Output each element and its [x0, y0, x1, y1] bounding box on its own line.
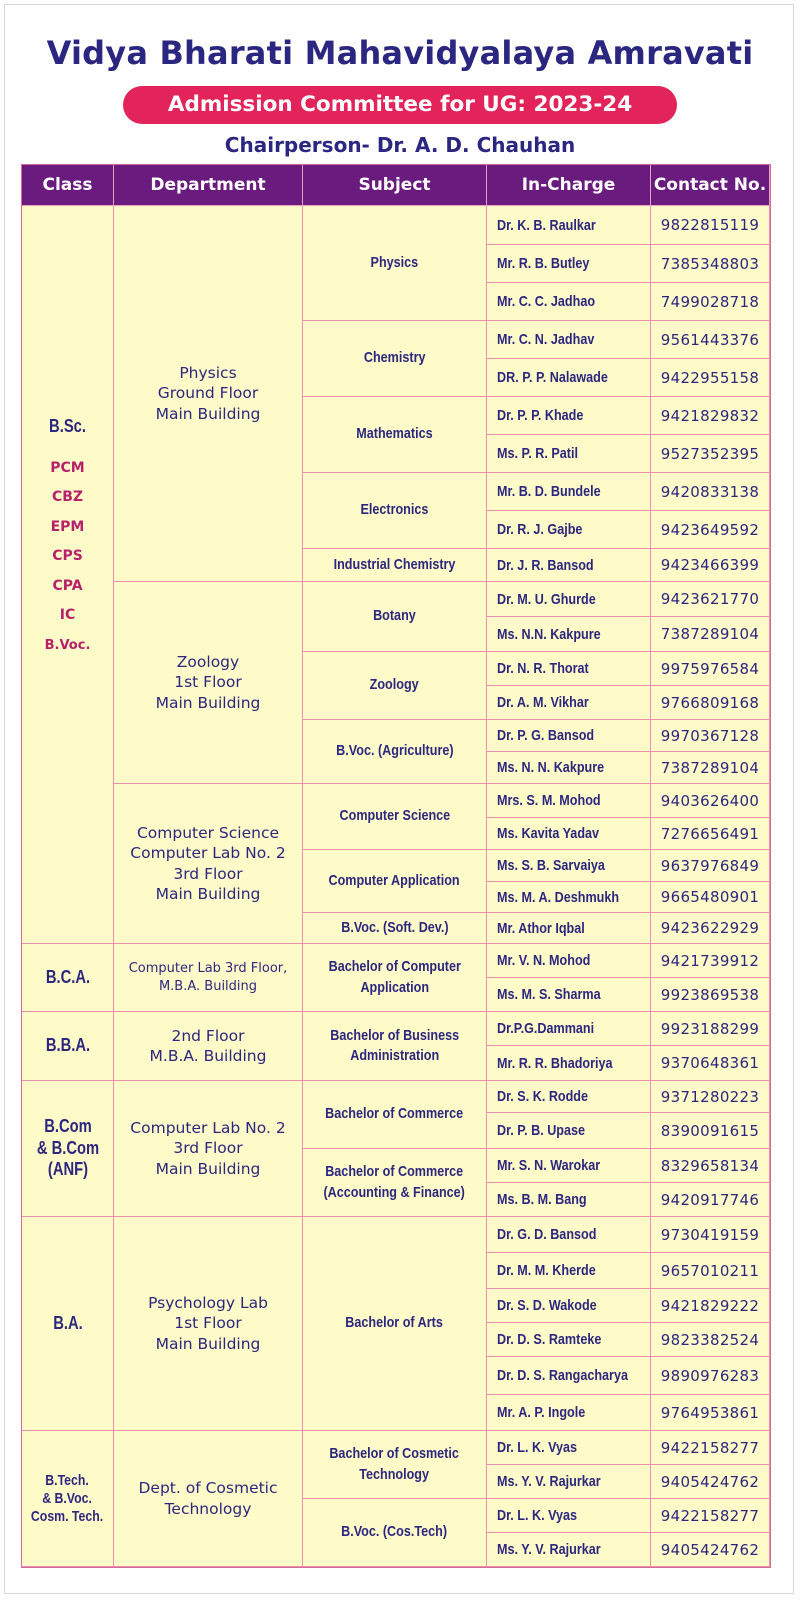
department-cell [114, 784, 303, 944]
contact-number: 9561443376 [660, 330, 760, 349]
column-header: Class [42, 175, 93, 195]
incharge-cell [487, 818, 651, 850]
incharge-cell [487, 1081, 651, 1113]
subject-cell [303, 1431, 487, 1499]
contact-number: 9420917746 [660, 1190, 760, 1209]
contact-number: 9421829832 [660, 406, 760, 425]
incharge-name: Mr. C. C. Jadhao [497, 293, 596, 310]
subject-name: Computer Science [339, 807, 450, 825]
stream-code: PCM [50, 459, 85, 476]
contact-number: 9423649592 [660, 520, 760, 539]
incharge-name: Dr. D. S. Rangacharya [497, 1367, 628, 1384]
college-title: Vidya Bharati Mahavidyalaya Amravati [46, 34, 754, 72]
incharge-name: Dr. P. B. Upase [497, 1122, 586, 1139]
committee-banner: Admission Committee for UG: 2023-24 [123, 86, 677, 124]
class-name: B.Sc. [49, 416, 86, 436]
incharge-cell [487, 359, 651, 397]
contact-cell [651, 1081, 770, 1113]
incharge-cell [487, 206, 651, 245]
contact-number: 9766809168 [660, 693, 760, 712]
incharge-cell [487, 1183, 651, 1217]
incharge-cell [487, 435, 651, 473]
subject-cell [303, 549, 487, 582]
subject-name: Zoology [369, 676, 419, 694]
incharge-cell [487, 1149, 651, 1183]
incharge-cell [487, 549, 651, 582]
department-name: Computer Science Computer Lab No. 2 3rd Floor Main Building [130, 823, 286, 903]
subject-name: Bachelor of Cosmetic Technology [329, 1445, 460, 1483]
contact-cell [651, 752, 770, 784]
subject-name: B.Voc. (Cos.Tech) [341, 1523, 448, 1541]
subject-cell [303, 321, 487, 397]
header-cell [114, 165, 303, 206]
stream-list [45, 454, 91, 661]
contact-cell [651, 1183, 770, 1217]
contact-number: 7276656491 [660, 824, 760, 843]
contact-number: 9764953861 [660, 1403, 760, 1422]
incharge-cell [487, 652, 651, 686]
incharge-cell [487, 1431, 651, 1465]
subject-name: Chemistry [363, 349, 426, 367]
subject-name: Electronics [360, 501, 429, 519]
contact-number: 7499028718 [660, 292, 760, 311]
incharge-cell [487, 617, 651, 652]
incharge-cell [487, 978, 651, 1012]
class-name: B.B.A. [45, 1035, 90, 1056]
subject-cell [303, 784, 487, 850]
contact-number: 9637976849 [660, 856, 760, 875]
incharge-name: Ms. M. S. Sharma [497, 986, 601, 1003]
incharge-cell [487, 1113, 651, 1149]
subject-cell [303, 582, 487, 652]
contact-number: 9370648361 [660, 1054, 760, 1072]
class-cell [22, 1012, 114, 1081]
incharge-name: Mr. Athor Iqbal [497, 919, 585, 937]
department-name: Physics Ground Floor Main Building [155, 363, 261, 423]
contact-cell [651, 1499, 770, 1533]
subject-cell [303, 1012, 487, 1081]
department-name: Zoology 1st Floor Main Building [155, 652, 261, 712]
incharge-name: Dr. S. D. Wakode [497, 1297, 597, 1314]
contact-cell [651, 1046, 770, 1081]
contact-cell [651, 1323, 770, 1357]
subject-name: Bachelor of Commerce (Accounting & Finance) [323, 1163, 466, 1201]
contact-number: 8390091615 [660, 1121, 760, 1140]
incharge-name: Ms. Kavita Yadav [497, 825, 600, 842]
contact-cell [651, 882, 770, 913]
incharge-cell [487, 1323, 651, 1357]
incharge-name: Dr. L. K. Vyas [497, 1439, 578, 1456]
contact-cell [651, 359, 770, 397]
incharge-name: Dr. D. S. Ramteke [497, 1331, 602, 1348]
subject-cell [303, 206, 487, 321]
incharge-cell [487, 511, 651, 549]
contact-cell [651, 582, 770, 617]
contact-cell [651, 1357, 770, 1395]
subject-name: Bachelor of Commerce [325, 1105, 464, 1123]
contact-number: 9405424762 [660, 1540, 760, 1559]
contact-number: 9923869538 [660, 985, 760, 1004]
subject-cell [303, 652, 487, 720]
contact-cell [651, 1113, 770, 1149]
contact-number: 8329658134 [660, 1156, 760, 1175]
stream-code: EPM [50, 518, 85, 535]
incharge-cell [487, 283, 651, 321]
header-cell [303, 165, 487, 206]
contact-cell [651, 913, 770, 944]
incharge-name: Ms. Y. V. Rajurkar [497, 1473, 601, 1490]
class-cell [22, 1081, 114, 1217]
department-cell [114, 1431, 303, 1567]
contact-cell [651, 473, 770, 511]
contact-number: 9730419159 [660, 1225, 760, 1244]
subject-name: Botany [373, 607, 416, 625]
contact-number: 9422955158 [660, 368, 760, 387]
contact-cell [651, 978, 770, 1012]
class-cell [22, 1217, 114, 1431]
subject-name: Mathematics [356, 425, 433, 443]
subject-cell [303, 850, 487, 913]
contact-cell [651, 944, 770, 978]
contact-cell [651, 818, 770, 850]
contact-number: 9421829222 [660, 1296, 760, 1315]
incharge-cell [487, 686, 651, 720]
contact-cell [651, 511, 770, 549]
incharge-name: Ms. M. A. Deshmukh [497, 888, 620, 906]
class-name: B.Tech. & B.Voc. Cosm. Tech. [31, 1471, 104, 1525]
incharge-cell [487, 1289, 651, 1323]
contact-number: 9665480901 [660, 888, 760, 906]
incharge-name: Dr. A. M. Vikhar [497, 694, 589, 711]
contact-number: 9421739912 [660, 951, 760, 970]
incharge-cell [487, 913, 651, 944]
contact-number: 7387289104 [660, 758, 760, 777]
subject-cell [303, 944, 487, 1012]
incharge-cell [487, 1046, 651, 1081]
incharge-name: Dr. P. G. Bansod [497, 727, 595, 744]
incharge-cell [487, 720, 651, 752]
contact-number: 9822815119 [660, 216, 760, 234]
incharge-name: Dr. M. M. Kherde [497, 1262, 596, 1279]
incharge-name: Dr. R. J. Gajbe [497, 521, 583, 538]
contact-number: 9371280223 [660, 1087, 760, 1106]
incharge-name: Ms. S. B. Sarvaiya [497, 857, 605, 874]
contact-number: 9423622929 [660, 919, 760, 937]
incharge-name: Mr. C. N. Jadhav [497, 331, 595, 348]
contact-cell [651, 435, 770, 473]
department-cell [114, 582, 303, 784]
incharge-cell [487, 397, 651, 435]
header-cell [22, 165, 114, 206]
contact-number: 9970367128 [660, 726, 760, 745]
incharge-cell [487, 1395, 651, 1431]
contact-cell [651, 686, 770, 720]
subject-cell [303, 473, 487, 549]
incharge-name: Dr. N. R. Thorat [497, 660, 589, 677]
incharge-name: Mr. R. B. Butley [497, 255, 590, 272]
contact-number: 7385348803 [660, 254, 760, 273]
incharge-name: Mr. R. R. Bhadoriya [497, 1054, 613, 1072]
contact-number: 9405424762 [660, 1472, 760, 1491]
contact-cell [651, 1431, 770, 1465]
incharge-name: Dr. P. P. Khade [497, 407, 584, 424]
incharge-cell [487, 752, 651, 784]
department-cell [114, 1217, 303, 1431]
header-cell [487, 165, 651, 206]
contact-number: 9657010211 [660, 1261, 760, 1280]
incharge-cell [487, 1533, 651, 1567]
incharge-name: Mr. A. P. Ingole [497, 1404, 586, 1421]
contact-cell [651, 1289, 770, 1323]
incharge-cell [487, 850, 651, 882]
stream-code: CPA [52, 577, 83, 594]
incharge-name: Ms. P. R. Patil [497, 445, 579, 462]
contact-cell [651, 549, 770, 582]
incharge-cell [487, 1357, 651, 1395]
incharge-cell [487, 784, 651, 818]
subject-cell [303, 1499, 487, 1567]
contact-cell [651, 1253, 770, 1289]
department-name: Dept. of Cosmetic Technology [138, 1479, 278, 1518]
subject-cell [303, 720, 487, 784]
incharge-cell [487, 1465, 651, 1499]
stream-code: B.Voc. [44, 637, 91, 653]
chairperson-line: Chairperson- Dr. A. D. Chauhan [224, 133, 576, 157]
contact-cell [651, 245, 770, 283]
contact-cell [651, 206, 770, 245]
subject-name: Bachelor of Computer Application [328, 958, 461, 996]
incharge-name: Mrs. S. M. Mohod [497, 792, 601, 809]
contact-number: 9923188299 [660, 1019, 760, 1038]
contact-cell [651, 1217, 770, 1253]
subject-cell [303, 1081, 487, 1149]
contact-cell [651, 1012, 770, 1046]
incharge-cell [487, 1217, 651, 1253]
incharge-cell [487, 473, 651, 511]
incharge-name: Dr. G. D. Bansod [497, 1226, 597, 1243]
subject-cell [303, 1217, 487, 1431]
incharge-cell [487, 1253, 651, 1289]
incharge-cell [487, 1012, 651, 1046]
department-name: Computer Lab No. 2 3rd Floor Main Building [130, 1118, 286, 1178]
incharge-name: Dr. L. K. Vyas [497, 1507, 578, 1524]
incharge-name: Mr. V. N. Mohod [497, 952, 591, 969]
class-cell [22, 1431, 114, 1567]
contact-cell [651, 850, 770, 882]
contact-cell [651, 321, 770, 359]
contact-number: 9823382524 [660, 1330, 760, 1349]
incharge-name: Mr. S. N. Warokar [497, 1157, 601, 1174]
class-name: B.A. [52, 1312, 83, 1333]
class-name: B.Com & B.Com (ANF) [36, 1116, 99, 1180]
class-name: B.C.A. [45, 966, 90, 987]
column-header: Contact No. [653, 175, 767, 195]
incharge-cell [487, 245, 651, 283]
department-cell [114, 206, 303, 582]
department-name: Psychology Lab 1st Floor Main Building [148, 1293, 268, 1353]
contact-number: 9423466399 [660, 556, 760, 574]
contact-number: 9527352395 [660, 444, 760, 463]
stream-code: IC [59, 607, 76, 624]
contact-cell [651, 1149, 770, 1183]
incharge-name: Ms. Y. V. Rajurkar [497, 1541, 601, 1558]
subject-name: Industrial Chemistry [333, 555, 456, 573]
subject-name: Physics [370, 253, 419, 271]
department-cell [114, 1012, 303, 1081]
incharge-name: Ms. N.N. Kakpure [497, 625, 601, 643]
incharge-cell [487, 882, 651, 913]
header-cell [651, 165, 770, 206]
contact-number: 9422158277 [660, 1506, 760, 1525]
subject-name: Computer Application [328, 871, 461, 889]
contact-number: 9420833138 [660, 482, 760, 501]
incharge-name: Ms. N. N. Kakpure [497, 759, 605, 776]
stream-code: CBZ [51, 489, 84, 506]
contact-number: 9890976283 [660, 1366, 760, 1385]
contact-cell [651, 397, 770, 435]
column-header: Department [150, 175, 266, 195]
column-header: In-Charge [521, 175, 616, 195]
subject-name: B.Voc. (Soft. Dev.) [340, 918, 449, 936]
incharge-name: Dr.P.G.Dammani [497, 1020, 595, 1037]
subject-cell [303, 913, 487, 944]
incharge-cell [487, 321, 651, 359]
contact-cell [651, 617, 770, 652]
incharge-name: Mr. B. D. Bundele [497, 483, 601, 500]
incharge-name: Dr. M. U. Ghurde [497, 590, 596, 608]
incharge-name: DR. P. P. Nalawade [497, 369, 608, 386]
department-cell [114, 1081, 303, 1217]
contact-number: 9422158277 [660, 1438, 760, 1457]
contact-cell [651, 1465, 770, 1499]
incharge-name: Ms. B. M. Bang [497, 1191, 587, 1208]
subject-cell [303, 1149, 487, 1217]
subject-name: Bachelor of Arts [345, 1314, 444, 1332]
contact-cell [651, 652, 770, 686]
contact-cell [651, 1395, 770, 1431]
contact-number: 9423621770 [660, 590, 760, 608]
department-name: Computer Lab 3rd Floor, M.B.A. Building [128, 961, 288, 994]
contact-number: 9403626400 [660, 791, 760, 810]
contact-cell [651, 283, 770, 321]
incharge-cell [487, 944, 651, 978]
contact-cell [651, 720, 770, 752]
department-name: 2nd Floor M.B.A. Building [149, 1026, 267, 1065]
class-cell [22, 944, 114, 1012]
stream-code: CPS [52, 548, 83, 565]
contact-cell [651, 1533, 770, 1567]
contact-number: 9975976584 [660, 659, 760, 678]
subject-name: Bachelor of Business Administration [330, 1026, 459, 1064]
class-cell [22, 206, 114, 944]
incharge-name: Dr. J. R. Bansod [497, 556, 594, 574]
subject-name: B.Voc. (Agriculture) [335, 742, 454, 760]
contact-number: 7387289104 [660, 625, 760, 643]
incharge-name: Dr. K. B. Raulkar [497, 216, 596, 234]
incharge-name: Dr. S. K. Rodde [497, 1088, 589, 1105]
incharge-cell [487, 1499, 651, 1533]
incharge-cell [487, 582, 651, 617]
contact-cell [651, 784, 770, 818]
department-cell [114, 944, 303, 1012]
subject-cell [303, 397, 487, 473]
column-header: Subject [358, 175, 431, 195]
